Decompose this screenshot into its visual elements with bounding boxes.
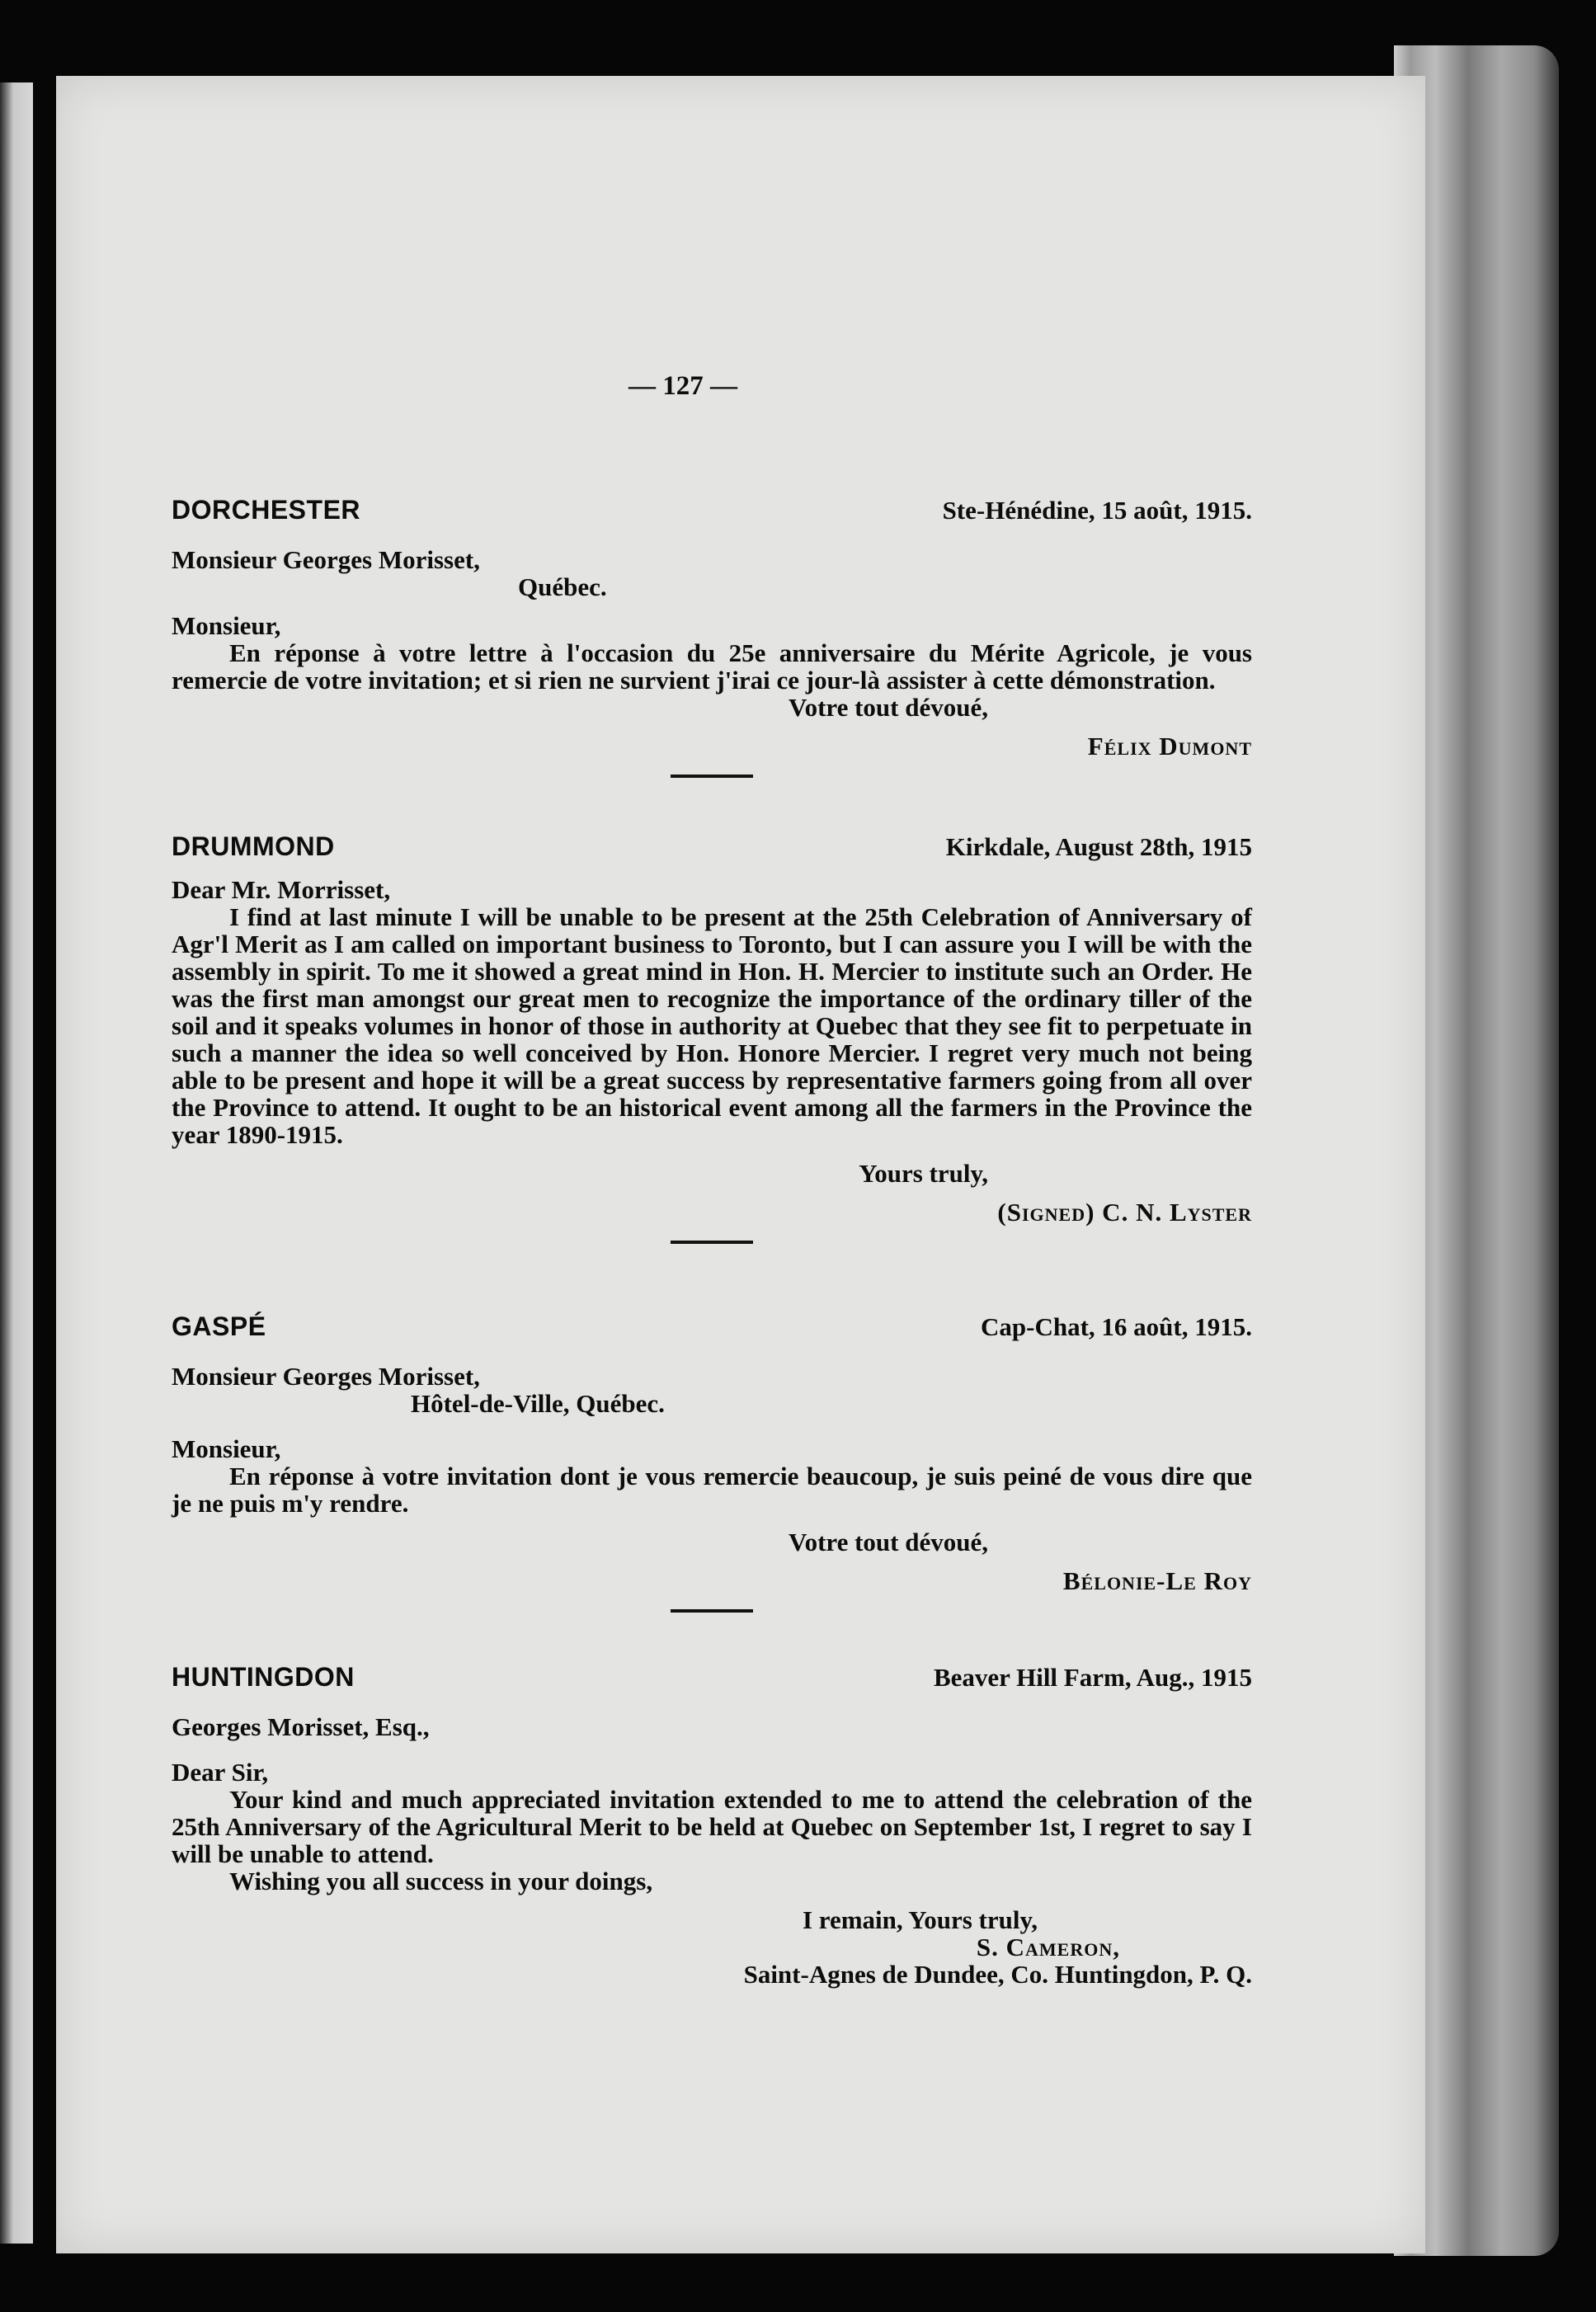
- letter-heading: DORCHESTER: [172, 495, 361, 525]
- letter-body: En réponse à votre invitation dont je vous remercie beaucoup, je suis peiné de vous dire que je ne puis m'y rendre.: [172, 1462, 1252, 1518]
- closing: Yours truly,: [859, 1159, 988, 1188]
- letter-dateline: Beaver Hill Farm, Aug., 1915: [933, 1663, 1252, 1692]
- letter-huntingdon: [172, 1664, 1252, 1988]
- recipient-line: Hôtel-de-Ville, Québec.: [411, 1389, 665, 1418]
- letter-dateline: Cap-Chat, 16 août, 1915.: [981, 1312, 1252, 1341]
- signature: (Signed) C. N. Lyster: [997, 1198, 1252, 1227]
- letter-heading: HUNTINGDON: [172, 1662, 355, 1692]
- salutation: Dear Sir,: [172, 1758, 269, 1787]
- letter-dateline: Kirkdale, August 28th, 1915: [945, 832, 1252, 861]
- letter-dorchester: [172, 497, 1252, 799]
- salutation: Monsieur,: [172, 611, 281, 640]
- letter-heading: GASPÉ: [172, 1311, 266, 1341]
- signature: Bélonie-Le Roy: [1062, 1566, 1252, 1595]
- letter-body: I find at last minute I will be unable to be present at the 25th Celebration of Anniversary of Agr'l Merit as I am called on important business to Toronto, but I can assure you I will be with the assembly in spirit. To me it showed a great mind in Hon. H. Mercier to institute such an Order. He was the first man amongst our great men to recognize the importance of the ordinary tiller of the soil and it speaks volumes in honor of those in authority at Quebec that they see fit to perpetuate in such a manner the idea so well conceived by Hon. Honore Mercier. I regret very much not being able to be present and hope it will be a great success by representative farmers going from all over the Province to attend. It ought to be an historical event among all the farmers in the Province the year 1890-1915.: [172, 902, 1252, 1149]
- letter-body: En réponse à votre lettre à l'occasion du 25e anniversaire du Mérite Agricole, je vous remercie de votre invitation; et si rien ne survient j'irai ce jour-là assister à cette démonstration.: [172, 638, 1252, 695]
- facing-page-edge: [0, 82, 33, 2244]
- recipient-line: Québec.: [518, 572, 607, 601]
- book-page: [56, 76, 1425, 2253]
- closing: Votre tout dévoué,: [789, 693, 988, 722]
- letter-drummond: [172, 833, 1252, 1265]
- letter-heading: DRUMMOND: [172, 831, 335, 861]
- page-number: — 127 —: [629, 371, 737, 401]
- separator-rule: [671, 1609, 753, 1613]
- recipient-line: Monsieur Georges Morisset,: [172, 1362, 480, 1391]
- separator-rule: [671, 1241, 753, 1244]
- salutation: Monsieur,: [172, 1434, 281, 1463]
- letter-body: Wishing you all success in your doings,: [229, 1867, 653, 1895]
- closing: Votre tout dévoué,: [789, 1528, 988, 1556]
- letter-gaspe: [172, 1313, 1252, 1634]
- recipient-line: Monsieur Georges Morisset,: [172, 545, 480, 574]
- signature: Félix Dumont: [1087, 732, 1252, 760]
- recipient-line: Georges Morisset, Esq.,: [172, 1712, 430, 1741]
- address: Saint-Agnes de Dundee, Co. Huntingdon, P. Q.: [743, 1960, 1252, 1989]
- signature: S. Cameron,: [976, 1933, 1120, 1961]
- closing: I remain, Yours truly,: [802, 1905, 1038, 1934]
- letter-dateline: Ste-Hénédine, 15 août, 1915.: [942, 496, 1252, 525]
- salutation: Dear Mr. Morrisset,: [172, 875, 391, 904]
- letter-body: Your kind and much appreciated invitation extended to me to attend the celebration of the 25th Anniversary of the Agricultural Merit to be held at Quebec on September 1st, I regret to say I will be unable to attend.: [172, 1785, 1252, 1868]
- separator-rule: [671, 775, 753, 778]
